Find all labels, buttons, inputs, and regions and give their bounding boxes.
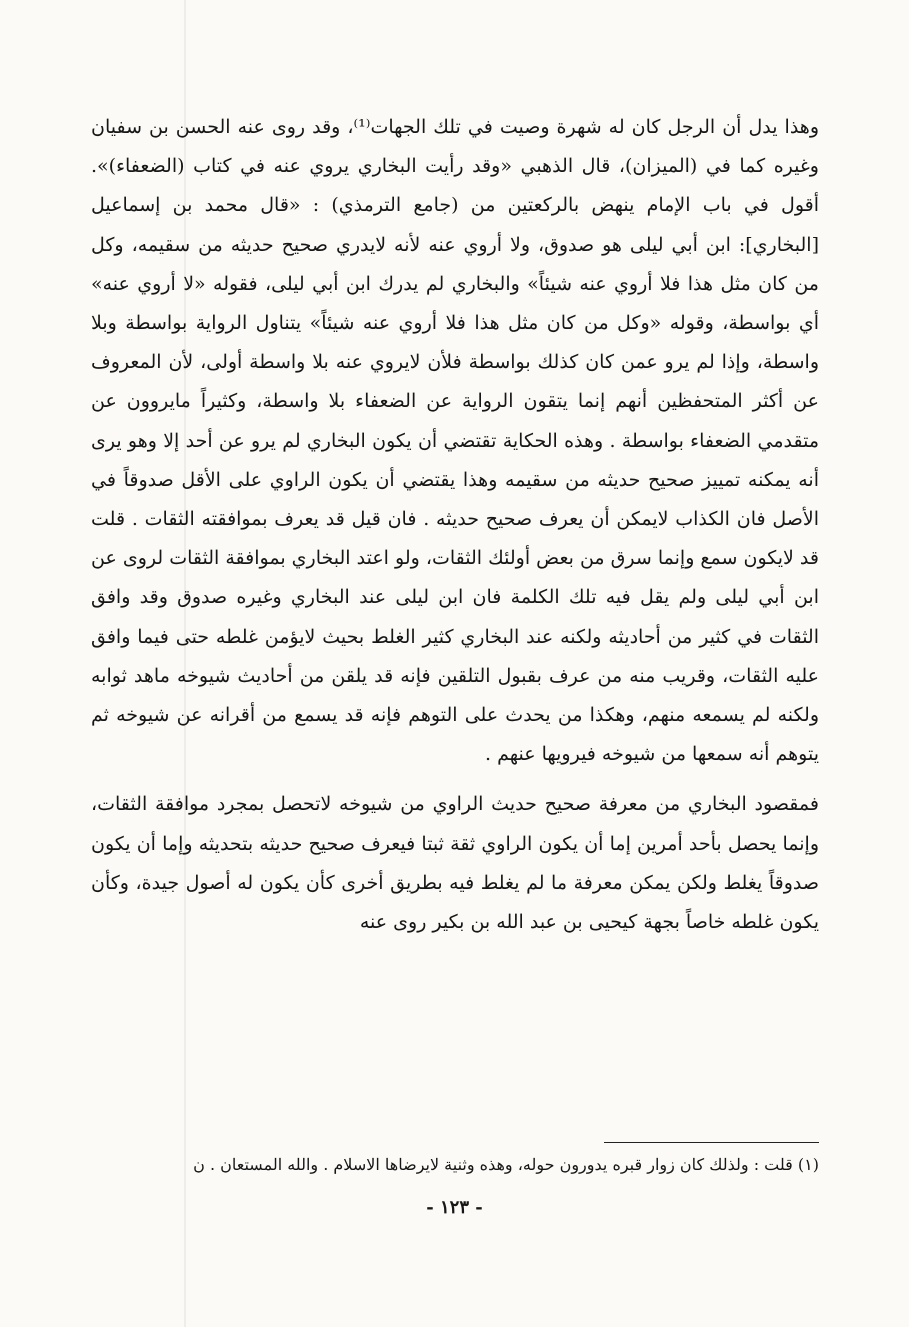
footnote: (١) قلت : ولذلك كان زوار قبره يدورون حوله، وهذه وثنية لايرضاها الاسلام . والله المستعان . ن bbox=[193, 1155, 819, 1174]
page-number: - ١٢٣ - bbox=[426, 1197, 483, 1218]
paragraph-2: فمقصود البخاري من معرفة صحيح حديث الراوي من شيوخه لاتحصل بمجرد موافقة الثقات، وإنما يحصل بأحد أمرين إما أن يكون الراوي ثقة ثبتا فيعرف صحيح حديثه بتحديثه وإما أن يكون صدوقاً يغلط ولكن يمكن معرفة ما لم يغلط فيه بطريق أخرى كأن يكون له أصول جيدة، وكأن يكون غلطه خاصاً بجهة كيحيى بن عبد الله بن بكير روى عنه bbox=[91, 793, 819, 934]
footnote-divider bbox=[604, 1142, 819, 1143]
main-text bbox=[91, 108, 819, 942]
paragraph-1: وهذا يدل أن الرجل كان له شهرة وصيت في تلك الجهات⁽¹⁾، وقد روى عنه الحسن بن سفيان وغيره كما في (الميزان)، قال الذهبي «وقد رأيت البخاري يروي عنه في كتاب (الضعفاء)». أقول في باب الإمام ينهض بالركعتين من (جامع الترمذي) : «قال محمد بن إسماعيل [البخاري]: ابن أبي ليلى هو صدوق، ولا أروي عنه لأنه لايدري صحيح حديثه من سقيمه، وكل من كان مثل هذا فلا أروي عنه شيئاً» والبخاري لم يدرك ابن أبي ليلى، فقوله «لا أروي عنه» أي بواسطة، وقوله «وكل من كان مثل هذا فلا أروي عنه شيئاً» يتناول الرواية بواسطة وبلا واسطة، وإذا لم يرو عمن كان كذلك بواسطة فلأن لايروي عنه بلا واسطة أولى، لأن المعروف عن أكثر المتحفظين أنهم إنما يتقون الرواية عن الضعفاء بلا واسطة، وكثيراً مايروون عن متقدمي الضعفاء بواسطة . وهذه الحكاية تقتضي أن يكون البخاري لم يرو عن أحد إلا وهو يرى أنه يمكنه تمييز صحيح حديثه من سقيمه وهذا يقتضي أن يكون الراوي على الأقل صدوقاً في الأصل فان الكذاب لايمكن أن يعرف صحيح حديثه . فان قيل قد يعرف بموافقته الثقات . قلت قد لايكون سمع وإنما سرق من بعض أولئك الثقات، ولو اعتد البخاري بموافقة الثقات لروى عن ابن أبي ليلى ولم يقل فيه تلك الكلمة فان ابن ليلى عند البخاري وغيره صدوق وقد وافق الثقات في كثير من أحاديثه ولكنه عند البخاري كثير الغلط بحيث لايؤمن غلطه حتى فيما وافق عليه الثقات، وقريب منه من عرف بقبول التلقين فإنه قد يلقن من أحاديث شيوخه ماهد ثوابه ولكنه لم يسمعه منهم، وهكذا من يحدث على التوهم فإنه قد يسمع من أقرانه عن شيوخه ثم يتوهم أنه سمعها من شيوخه فيرويها عنهم . bbox=[91, 116, 819, 766]
